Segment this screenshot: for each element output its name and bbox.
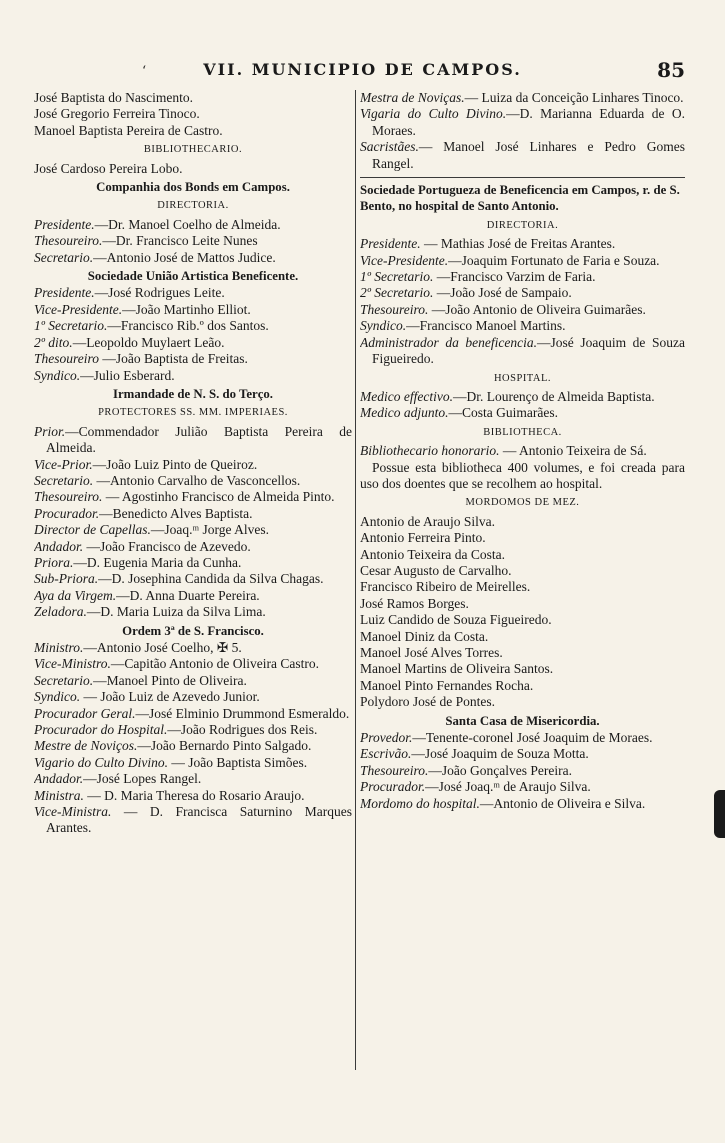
roster-entry — [34, 302, 352, 318]
subsection-label: MORDOMOS DE MEZ. — [465, 497, 580, 509]
person-name: Manoel Baptista Pereira de Castro. — [34, 122, 223, 138]
person-name: — João Luiz de Azevedo Junior. — [80, 689, 260, 705]
roster-entry — [360, 730, 685, 746]
roster-entry — [360, 645, 685, 661]
person-name: —Costa Guimarães. — [448, 405, 558, 421]
role-title: Vice-Ministra. — [34, 804, 112, 820]
roster-entry — [360, 694, 685, 710]
roster-entry — [360, 335, 685, 368]
role-title: Administrador da beneficencia. — [360, 334, 538, 350]
person-name: Manoel Pinto Fernandes Rocha. — [360, 677, 534, 693]
roster-entry — [34, 804, 352, 837]
role-title: Procurador. — [360, 779, 426, 795]
roster-entry — [360, 579, 685, 595]
roster-entry — [34, 656, 352, 672]
person-name: Manoel Diniz da Costa. — [360, 628, 489, 644]
role-title: Director de Capellas. — [34, 522, 151, 538]
roster-entry — [360, 269, 685, 285]
role-title: Andador. — [34, 538, 84, 554]
roster-entry — [360, 596, 685, 612]
person-name: —Joaq.ᵐ Jorge Alves. — [150, 522, 269, 538]
section-rule — [360, 177, 685, 178]
subsection-label: DIRECTORIA. — [486, 219, 559, 231]
person-name: —José Joaquim de Souza Figueiredo. — [372, 334, 685, 367]
roster-entry — [34, 539, 352, 555]
person-name: —João Martinho Elliot. — [122, 301, 251, 317]
person-name: — Antonio Teixeira de Sá. — [499, 443, 647, 459]
roster-entry — [34, 250, 352, 266]
section-heading: Santa Casa de Misericordia. — [445, 713, 600, 728]
person-name: José Gregorio Ferreira Tinoco. — [34, 106, 200, 122]
role-title: 2º Secretario. — [360, 285, 434, 301]
roster-entry — [360, 661, 685, 677]
role-title: Ministro. — [34, 640, 84, 655]
role-title: Mordomo do hospital. — [360, 795, 480, 811]
roster-entry — [34, 368, 352, 384]
person-name: —Dr. Lourenço de Almeida Baptista. — [452, 388, 655, 404]
roster-entry — [34, 457, 352, 473]
person-name: —João Gonçalves Pereira. — [428, 762, 572, 778]
person-name: —José Rodrigues Leite. — [94, 285, 225, 301]
role-title: Aya da Virgem. — [34, 587, 117, 603]
role-title: Medico adjunto. — [360, 405, 449, 421]
person-name: —Manoel Pinto de Oliveira. — [93, 672, 247, 688]
roster-entry — [360, 139, 685, 172]
roster-entry — [34, 588, 352, 604]
roster-entry — [34, 90, 352, 106]
roster-entry — [360, 612, 685, 628]
person-name: —José Joaq.ᵐ de Araujo Silva. — [425, 779, 591, 795]
roster-entry — [360, 514, 685, 530]
roster-entry — [360, 389, 685, 405]
person-name: —D. Eugenia Maria da Cunha. — [73, 554, 242, 570]
person-name: Manoel José Alves Torres. — [360, 645, 503, 660]
section-heading: Irmandade de N. S. do Terço. — [113, 386, 273, 401]
role-title: Andador. — [34, 771, 84, 787]
note-paragraph: Possue esta bibliotheca 400 volumes, e foi creada para uso dos doentes que se recolhem ao hospital. — [360, 459, 685, 491]
role-title: Procurador Geral. — [34, 705, 136, 721]
person-name: —Joaquim Fortunato de Faria e Souza. — [448, 252, 660, 268]
roster-entry — [34, 673, 352, 689]
person-name: —João Baptista de Freitas. — [99, 351, 248, 367]
role-title: Vigario do Culto Divino. — [34, 754, 168, 770]
role-title: Sub-Priora. — [34, 571, 99, 587]
left-column — [34, 90, 352, 1130]
role-title: Secretario. — [34, 672, 94, 688]
person-name: —Antonio José Coelho, ✠ 5. — [83, 640, 242, 655]
person-name: —Capitão Antonio de Oliveira Castro. — [110, 656, 319, 672]
roster-entry — [360, 796, 685, 812]
person-name: José Cardoso Pereira Lobo. — [34, 160, 183, 176]
roster-entry — [360, 763, 685, 779]
person-name: — Luiza da Conceição Linhares Tinoco. — [464, 90, 684, 105]
person-name: —Benedicto Alves Baptista. — [99, 505, 253, 521]
roster-entry — [34, 522, 352, 538]
person-name: —Francisco Manoel Martins. — [406, 318, 566, 334]
person-name: —D. Josephina Candida da Silva Chagas. — [98, 571, 324, 587]
person-name: —Antonio Carvalho de Vasconcellos. — [93, 472, 301, 488]
roster-entry — [34, 640, 352, 656]
role-title: Presidente. — [34, 285, 95, 301]
roster-entry — [34, 424, 352, 457]
role-title: Thesoureiro — [34, 351, 100, 367]
role-title: Bibliothecario honorario. — [360, 443, 500, 459]
ink-blot — [714, 790, 725, 838]
role-title: Presidente. — [360, 236, 421, 252]
role-title: Syndico. — [34, 689, 81, 705]
roster-entry — [34, 771, 352, 787]
role-title: Vice-Prior. — [34, 456, 93, 472]
roster-entry — [360, 563, 685, 579]
person-name: —D. Anna Duarte Pereira. — [116, 587, 260, 603]
person-name: — Manoel José Linhares e Pedro Gomes Rangel. — [372, 139, 685, 171]
role-title: Secretario. — [34, 249, 94, 265]
roster-entry — [34, 489, 352, 505]
roster-entry — [34, 318, 352, 334]
roster-entry — [34, 506, 352, 522]
role-title: Thesoureiro. — [34, 233, 103, 249]
role-title: Ministra. — [34, 787, 84, 803]
role-title: Priora. — [34, 554, 74, 570]
roster-entry — [34, 738, 352, 754]
page-number: 85 — [657, 58, 685, 82]
role-title: Syndico. — [34, 367, 81, 383]
person-name: Antonio Teixeira da Costa. — [360, 546, 506, 562]
roster-entry — [34, 755, 352, 771]
roster-entry — [34, 473, 352, 489]
person-name: —José Lopes Rangel. — [83, 771, 202, 787]
role-title: Thesoureiro. — [34, 489, 103, 505]
roster-entry — [360, 285, 685, 301]
person-name: —Francisco Rib.º dos Santos. — [107, 318, 269, 334]
person-name: —Dr. Manoel Coelho de Almeida. — [94, 216, 281, 232]
roster-entry — [360, 318, 685, 334]
person-name: — D. Francisca Saturnino Marques Arantes. — [46, 804, 352, 836]
roster-entry — [360, 90, 685, 106]
person-name: —D. Maria Luiza da Silva Lima. — [86, 604, 266, 620]
role-title: Vice-Presidente. — [34, 301, 123, 317]
roster-entry — [34, 689, 352, 705]
person-name: — D. Maria Theresa do Rosario Araujo. — [83, 787, 305, 803]
roster-entry — [34, 285, 352, 301]
roster-entry — [34, 571, 352, 587]
margin-mark: ‘ — [142, 64, 147, 79]
person-name: —José Joaquim de Souza Motta. — [411, 746, 589, 762]
roster-entry — [360, 106, 685, 139]
roster-entry — [360, 302, 685, 318]
subsection-label: PROTECTORES SS. MM. IMPERIAES. — [98, 407, 288, 419]
roster-entry — [34, 788, 352, 804]
role-title: Procurador. — [34, 505, 100, 521]
role-title: Medico effectivo. — [360, 388, 453, 404]
roster-entry — [34, 233, 352, 249]
role-title: Thesoureiro. — [360, 762, 429, 778]
role-title: Procurador do Hospital. — [34, 722, 168, 738]
person-name: Cesar Augusto de Carvalho. — [360, 562, 512, 578]
person-name: —João Luiz Pinto de Queiroz. — [92, 456, 258, 472]
person-name: —José Elminio Drummond Esmeraldo. — [135, 705, 350, 721]
person-name: —João Francisco de Azevedo. — [83, 538, 251, 554]
person-name: —João Antonio de Oliveira Guimarães. — [428, 301, 646, 317]
person-name: —D. Marianna Eduarda de O. Moraes. — [372, 106, 685, 138]
person-name: Antonio de Araujo Silva. — [360, 513, 495, 529]
person-name: — João Baptista Simões. — [168, 754, 308, 770]
roster-entry — [360, 629, 685, 645]
section-heading: Companhia dos Bonds em Campos. — [96, 180, 290, 195]
person-name: —João Rodrigues dos Reis. — [167, 722, 318, 738]
roster-entry — [34, 123, 352, 139]
roster-entry — [34, 555, 352, 571]
roster-entry — [34, 351, 352, 367]
person-name: —Tenente-coronel José Joaquim de Moraes. — [412, 730, 653, 746]
roster-entry — [34, 706, 352, 722]
person-name: —João José de Sampaio. — [433, 285, 572, 301]
page-header — [40, 58, 685, 86]
person-name: —Dr. Francisco Leite Nunes — [102, 233, 258, 249]
section-heading: Ordem 3ª de S. Francisco. — [122, 623, 264, 638]
role-title: 1º Secretario. — [34, 318, 108, 334]
role-title: Escrivão. — [360, 746, 412, 762]
roster-entry — [34, 161, 352, 177]
role-title: 2º dito. — [34, 334, 73, 350]
roster-entry — [34, 217, 352, 233]
person-name: Polydoro José de Pontes. — [360, 694, 495, 710]
person-name: —Leopoldo Muylaert Leão. — [72, 334, 225, 350]
role-title: Sacristães. — [360, 139, 419, 155]
roster-entry — [360, 236, 685, 252]
roster-entry — [360, 547, 685, 563]
section-heading: Sociedade Portugueza de Beneficencia em Campos, r. de S. Bento, no hospital de Santo Antonio. — [360, 183, 680, 214]
role-title: Vice-Ministro. — [34, 656, 111, 672]
person-name: Manoel Martins de Oliveira Santos. — [360, 661, 554, 677]
role-title: Secretario. — [34, 472, 94, 488]
roster-entry — [360, 746, 685, 762]
person-name: Luiz Candido de Souza Figueiredo. — [360, 612, 552, 628]
role-title: Provedor. — [360, 730, 413, 746]
person-name: — Mathias José de Freitas Arantes. — [420, 236, 616, 252]
person-name: Antonio Ferreira Pinto. — [360, 530, 486, 546]
roster-entry — [360, 678, 685, 694]
person-name: — Agostinho Francisco de Almeida Pinto. — [102, 489, 335, 505]
roster-entry — [360, 443, 685, 459]
person-name: José Baptista do Nascimento. — [34, 90, 193, 105]
roster-entry — [34, 604, 352, 620]
role-title: Mestra de Noviças. — [360, 90, 465, 105]
person-name: —Antonio José de Mattos Judice. — [93, 249, 276, 265]
right-column — [360, 90, 685, 1130]
person-name: Francisco Ribeiro de Meirelles. — [360, 579, 531, 595]
column-divider — [355, 90, 356, 1070]
subsection-label: BIBLIOTHECARIO. — [143, 144, 243, 156]
roster-entry — [360, 253, 685, 269]
role-title: Mestre de Noviços. — [34, 738, 138, 754]
person-name: —João Bernardo Pinto Salgado. — [137, 738, 312, 754]
person-name: José Ramos Borges. — [360, 595, 469, 611]
role-title: Vigaria do Culto Divino. — [360, 106, 507, 122]
subsection-label: HOSPITAL. — [493, 372, 552, 384]
role-title: Thesoureiro. — [360, 301, 429, 317]
person-name: —Francisco Varzim de Faria. — [433, 269, 596, 285]
person-name: —Antonio de Oliveira e Silva. — [479, 795, 646, 811]
role-title: Zeladora. — [34, 604, 87, 620]
roster-entry — [360, 405, 685, 421]
subsection-label: BIBLIOTHECA. — [483, 426, 562, 438]
page-title: VII. MUNICIPIO DE CAMPOS. — [203, 60, 522, 79]
role-title: Vice-Presidente. — [360, 252, 449, 268]
roster-entry — [360, 779, 685, 795]
person-name: —Commendador Julião Baptista Pereira de Almeida. — [46, 423, 352, 456]
role-title: 1º Secretario. — [360, 269, 434, 285]
roster-entry — [360, 530, 685, 546]
roster-entry — [34, 106, 352, 122]
subsection-label: DIRECTORIA. — [157, 200, 229, 212]
section-heading: Sociedade União Artistica Beneficente. — [87, 269, 299, 284]
role-title: Presidente. — [34, 216, 95, 232]
role-title: Syndico. — [360, 318, 407, 334]
roster-entry — [34, 722, 352, 738]
role-title: Prior. — [34, 423, 66, 439]
person-name: —Julio Esberard. — [80, 367, 175, 383]
roster-entry — [34, 335, 352, 351]
